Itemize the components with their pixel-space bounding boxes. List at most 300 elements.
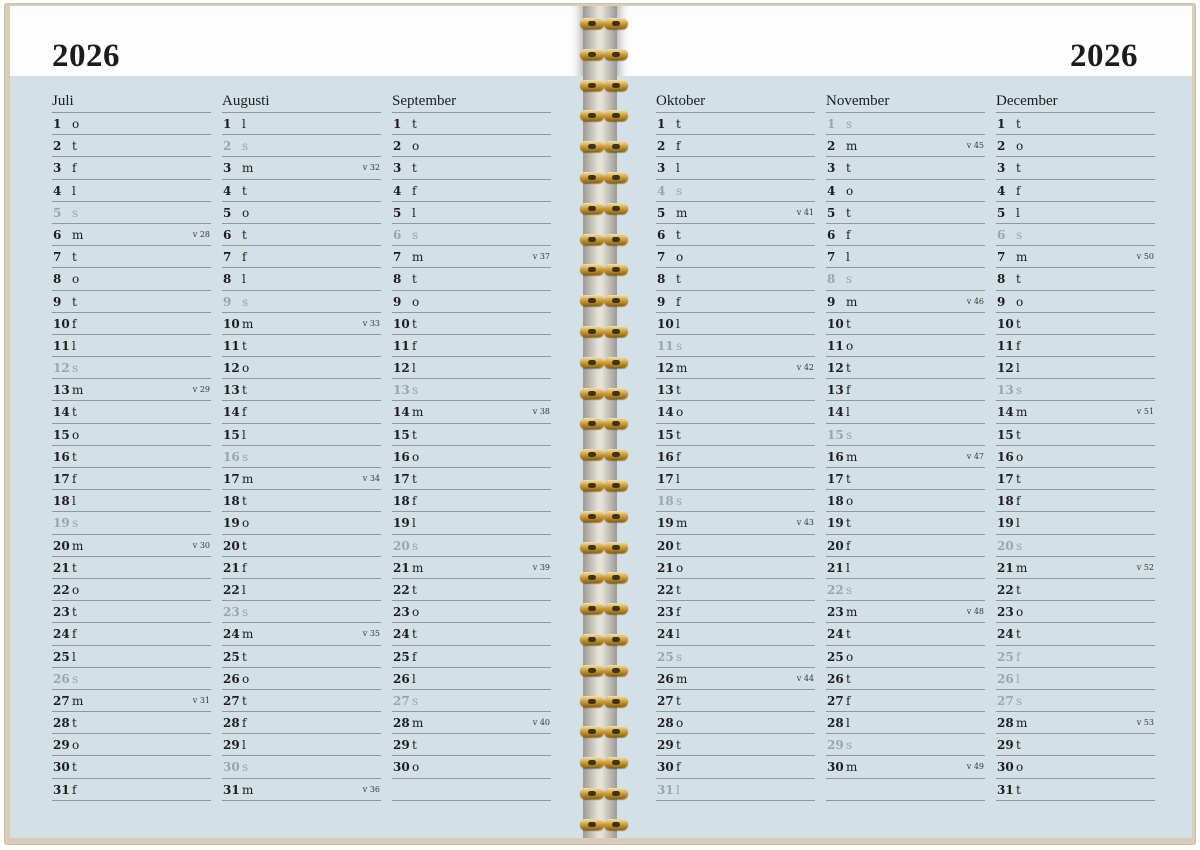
weekday-letter: t [412,582,417,597]
spiral-ring [578,170,630,186]
weekday-letter: t [412,316,417,331]
day-row [392,690,551,712]
weekday-letter: s [1016,693,1023,708]
day-number: 22 [53,582,70,597]
day-number: 1 [53,117,62,131]
weekday-letter: t [846,472,851,486]
day-number: 2 [827,139,836,154]
day-row [392,357,551,379]
day-row [222,646,381,668]
day-number: 31 [223,782,240,797]
day-row [826,157,985,179]
day-row [52,557,211,579]
weekday-letter: t [1016,627,1021,642]
day-number: 4 [827,183,836,198]
day-row [996,490,1155,512]
day-row [826,756,985,778]
spiral-ring [578,540,630,556]
day-number: 28 [997,716,1014,731]
weekday-letter: m [412,560,424,575]
day-number: 10 [997,316,1014,331]
weekday-letter: s [676,649,683,664]
day-row [52,335,211,357]
day-number: 7 [827,250,836,265]
weekday-letter: o [242,205,250,220]
spiral-ring [578,724,630,740]
day-row [826,224,985,246]
day-number: 5 [997,205,1006,220]
day-row [656,424,815,446]
day-number: 20 [657,538,674,553]
weekday-letter: s [846,272,853,287]
day-row [656,601,815,623]
day-number: 4 [997,183,1006,198]
day-number: 26 [657,671,674,686]
left-year-heading: 2026 [52,38,120,74]
day-number: 27 [393,693,410,708]
day-number: 9 [997,294,1006,309]
weekday-letter: l [412,205,416,220]
day-number: 23 [393,605,410,620]
weekday-letter: m [846,449,858,464]
weekday-letter: o [412,139,420,154]
day-row [656,291,815,313]
weekday-letter: s [412,227,419,242]
day-row [996,246,1155,268]
week-number: v 47 [966,451,984,461]
week-number: v 31 [192,695,210,705]
day-number: 15 [827,427,844,442]
day-row [826,379,985,401]
weekday-letter: o [72,117,80,131]
day-number: 12 [657,361,674,376]
weekday-letter: m [676,516,688,531]
day-row [222,401,381,423]
weekday-letter: o [1016,760,1024,775]
day-number: 2 [997,139,1006,154]
weekday-letter: m [242,627,254,642]
day-row [52,202,211,224]
month-column-juli [52,90,211,801]
day-row [656,756,815,778]
day-row [826,291,985,313]
spiral-ring [578,786,630,802]
empty-day-row [392,779,551,801]
day-number: 25 [53,649,70,664]
day-row [222,113,381,135]
weekday-letter: l [242,738,246,753]
day-row [52,224,211,246]
weekday-letter: m [1016,560,1028,575]
day-row [222,379,381,401]
weekday-letter: m [846,139,858,154]
day-row [392,468,551,490]
day-number: 25 [393,649,410,664]
day-number: 28 [393,716,410,731]
day-number: 28 [827,716,844,731]
day-number: 23 [827,605,844,620]
day-row [52,579,211,601]
day-row [52,246,211,268]
weekday-letter: t [412,738,417,753]
spiral-ring [578,78,630,94]
day-number: 25 [223,649,240,664]
day-number: 22 [223,582,240,597]
weekday-letter: m [1016,716,1028,731]
weekday-letter: t [676,693,681,708]
day-row [392,291,551,313]
day-row [656,135,815,157]
day-number: 23 [997,605,1014,620]
day-number: 26 [53,671,70,686]
week-number: v 37 [532,252,550,262]
weekday-letter: f [676,139,681,154]
day-row [392,401,551,423]
day-number: 21 [393,560,410,575]
weekday-letter: m [72,383,84,398]
week-number: v 35 [362,629,380,639]
weekday-letter: m [846,605,858,620]
day-row [392,512,551,534]
day-row [996,113,1155,135]
day-number: 29 [223,738,240,753]
day-number: 13 [393,383,410,398]
day-row [996,557,1155,579]
weekday-letter: l [676,472,680,486]
month-name: September [392,90,551,113]
day-number: 14 [393,405,410,420]
weekday-letter: m [846,294,858,309]
day-number: 11 [997,338,1014,353]
weekday-letter: f [1016,494,1021,509]
weekday-letter: f [412,494,417,509]
day-row [392,379,551,401]
day-number: 14 [657,405,674,420]
month-name: Juli [52,90,211,113]
day-row [52,668,211,690]
day-row [222,246,381,268]
day-row [996,712,1155,734]
day-number: 18 [223,494,240,509]
weekday-letter: s [72,671,79,686]
day-number: 10 [657,316,674,331]
day-number: 7 [997,250,1006,265]
weekday-letter: o [1016,294,1024,309]
day-row [222,291,381,313]
day-number: 9 [827,294,836,309]
day-row [52,157,211,179]
weekday-letter: f [676,605,681,620]
weekday-letter: m [1016,405,1028,420]
day-row [52,313,211,335]
week-number: v 30 [192,540,210,550]
day-row [996,379,1155,401]
weekday-letter: o [412,760,420,775]
day-row [656,712,815,734]
day-number: 5 [827,205,836,220]
day-row [996,646,1155,668]
day-row [52,446,211,468]
day-row [392,202,551,224]
weekday-letter: t [412,427,417,442]
weekday-letter: l [676,161,680,176]
day-row [996,535,1155,557]
day-row [826,712,985,734]
day-row [52,291,211,313]
weekday-letter: o [676,405,684,420]
day-number: 22 [827,582,844,597]
weekday-letter: t [412,627,417,642]
weekday-letter: m [676,361,688,376]
weekday-letter: t [846,361,851,376]
day-row [656,579,815,601]
day-number: 15 [53,427,70,442]
day-row [392,224,551,246]
weekday-letter: m [1016,250,1028,265]
weekday-letter: s [242,760,249,775]
day-number: 13 [53,383,70,398]
day-row [222,424,381,446]
weekday-letter: f [72,472,77,486]
day-row [222,734,381,756]
day-row [52,690,211,712]
weekday-letter: m [72,693,84,708]
week-number: v 40 [532,718,550,728]
day-number: 28 [223,716,240,731]
day-row [656,246,815,268]
day-row [656,401,815,423]
weekday-letter: f [676,294,681,309]
weekday-letter: l [1016,361,1020,376]
day-number: 6 [53,227,62,242]
spiral-ring [578,139,630,155]
weekday-letter: l [412,671,416,686]
weekday-letter: o [676,560,684,575]
day-row [656,646,815,668]
day-number: 11 [53,338,70,353]
weekday-letter: s [242,294,249,309]
weekday-letter: f [1016,649,1021,664]
day-row [656,512,815,534]
day-number: 23 [223,605,240,620]
day-number: 19 [53,516,70,531]
day-row [826,335,985,357]
day-row [392,623,551,645]
weekday-letter: f [846,383,851,398]
day-row [52,401,211,423]
day-number: 30 [827,760,844,775]
weekday-letter: o [676,716,684,731]
day-number: 24 [393,627,410,642]
day-number: 31 [997,782,1014,797]
day-row [826,468,985,490]
day-number: 7 [223,250,232,265]
weekday-letter: l [72,494,76,509]
day-row [222,357,381,379]
weekday-letter: s [412,693,419,708]
day-row [996,579,1155,601]
weekday-letter: o [1016,449,1024,464]
day-number: 5 [53,205,62,220]
day-number: 1 [657,117,666,131]
weekday-letter: t [676,227,681,242]
day-row [826,557,985,579]
weekday-letter: f [1016,338,1021,353]
day-row [656,113,815,135]
day-number: 16 [657,449,674,464]
day-number: 15 [223,427,240,442]
week-number: v 43 [796,518,814,528]
day-number: 11 [393,338,410,353]
weekday-letter: m [72,227,84,242]
month-column-oktober [656,90,815,801]
weekday-letter: t [242,338,247,353]
weekday-letter: l [242,272,246,287]
day-number: 24 [997,627,1014,642]
weekday-letter: s [1016,538,1023,553]
day-row [656,335,815,357]
weekday-letter: f [676,760,681,775]
day-row [392,535,551,557]
day-number: 27 [997,693,1014,708]
weekday-letter: t [1016,161,1021,176]
day-number: 28 [657,716,674,731]
weekday-letter: s [846,117,853,131]
weekday-letter: t [1016,738,1021,753]
day-row [392,113,551,135]
weekday-letter: t [676,383,681,398]
weekday-letter: f [242,560,247,575]
weekday-letter: t [242,538,247,553]
day-row [222,756,381,778]
day-row [826,512,985,534]
weekday-letter: s [242,449,249,464]
day-number: 6 [393,227,402,242]
weekday-letter: t [676,117,681,131]
day-number: 24 [827,627,844,642]
day-row [996,779,1155,801]
day-row [222,623,381,645]
day-row [52,779,211,801]
weekday-letter: m [412,716,424,731]
day-row [996,623,1155,645]
day-number: 27 [223,693,240,708]
weekday-letter: s [846,738,853,753]
day-row [826,313,985,335]
day-number: 20 [827,538,844,553]
weekday-letter: l [72,183,76,198]
day-row [52,535,211,557]
day-number: 28 [53,716,70,731]
day-number: 15 [393,427,410,442]
day-number: 8 [393,272,402,287]
week-number: v 48 [966,607,984,617]
day-row [826,424,985,446]
spiral-ring [578,201,630,217]
weekday-letter: o [242,516,250,531]
day-number: 17 [997,472,1014,486]
weekday-letter: t [846,316,851,331]
day-number: 26 [393,671,410,686]
day-number: 20 [223,538,240,553]
day-row [52,268,211,290]
day-row [52,623,211,645]
day-number: 27 [53,693,70,708]
weekday-letter: o [846,649,854,664]
day-number: 24 [223,627,240,642]
weekday-letter: m [242,161,254,176]
spiral-ring [578,232,630,248]
day-number: 1 [827,117,836,131]
day-number: 15 [997,427,1014,442]
weekday-letter: t [1016,782,1021,797]
weekday-letter: l [1016,516,1020,531]
day-row [656,779,815,801]
day-number: 18 [997,494,1014,509]
weekday-letter: t [242,227,247,242]
day-number: 9 [223,294,232,309]
weekday-letter: o [72,738,80,753]
spiral-ring [578,108,630,124]
week-number: v 51 [1136,407,1154,417]
weekday-letter: f [72,627,77,642]
day-number: 12 [997,361,1014,376]
day-row [52,646,211,668]
day-row [52,601,211,623]
spiral-ring [578,324,630,340]
weekday-letter: s [242,139,249,154]
day-row [656,623,815,645]
weekday-letter: o [242,671,250,686]
day-number: 31 [657,782,674,797]
day-number: 23 [657,605,674,620]
weekday-letter: s [1016,383,1023,398]
day-row [996,401,1155,423]
day-row [222,268,381,290]
day-row [826,646,985,668]
day-number: 27 [657,693,674,708]
day-row [826,623,985,645]
weekday-letter: f [676,449,681,464]
day-row [222,157,381,179]
day-number: 8 [223,272,232,287]
day-number: 2 [393,139,402,154]
weekday-letter: t [242,494,247,509]
day-number: 20 [393,538,410,553]
day-number: 11 [657,338,674,353]
spiral-ring [578,47,630,63]
week-number: v 41 [796,207,814,217]
weekday-letter: t [242,649,247,664]
spiral-ring [578,293,630,309]
month-column-september [392,90,551,801]
weekday-letter: o [412,605,420,620]
day-row [392,157,551,179]
day-row [656,202,815,224]
day-number: 10 [827,316,844,331]
day-number: 25 [657,649,674,664]
day-row [52,512,211,534]
day-number: 30 [393,760,410,775]
day-row [222,335,381,357]
weekday-letter: s [676,338,683,353]
day-row [996,734,1155,756]
day-number: 15 [657,427,674,442]
day-number: 24 [53,627,70,642]
day-number: 21 [657,560,674,575]
weekday-letter: f [846,538,851,553]
weekday-letter: t [846,161,851,176]
